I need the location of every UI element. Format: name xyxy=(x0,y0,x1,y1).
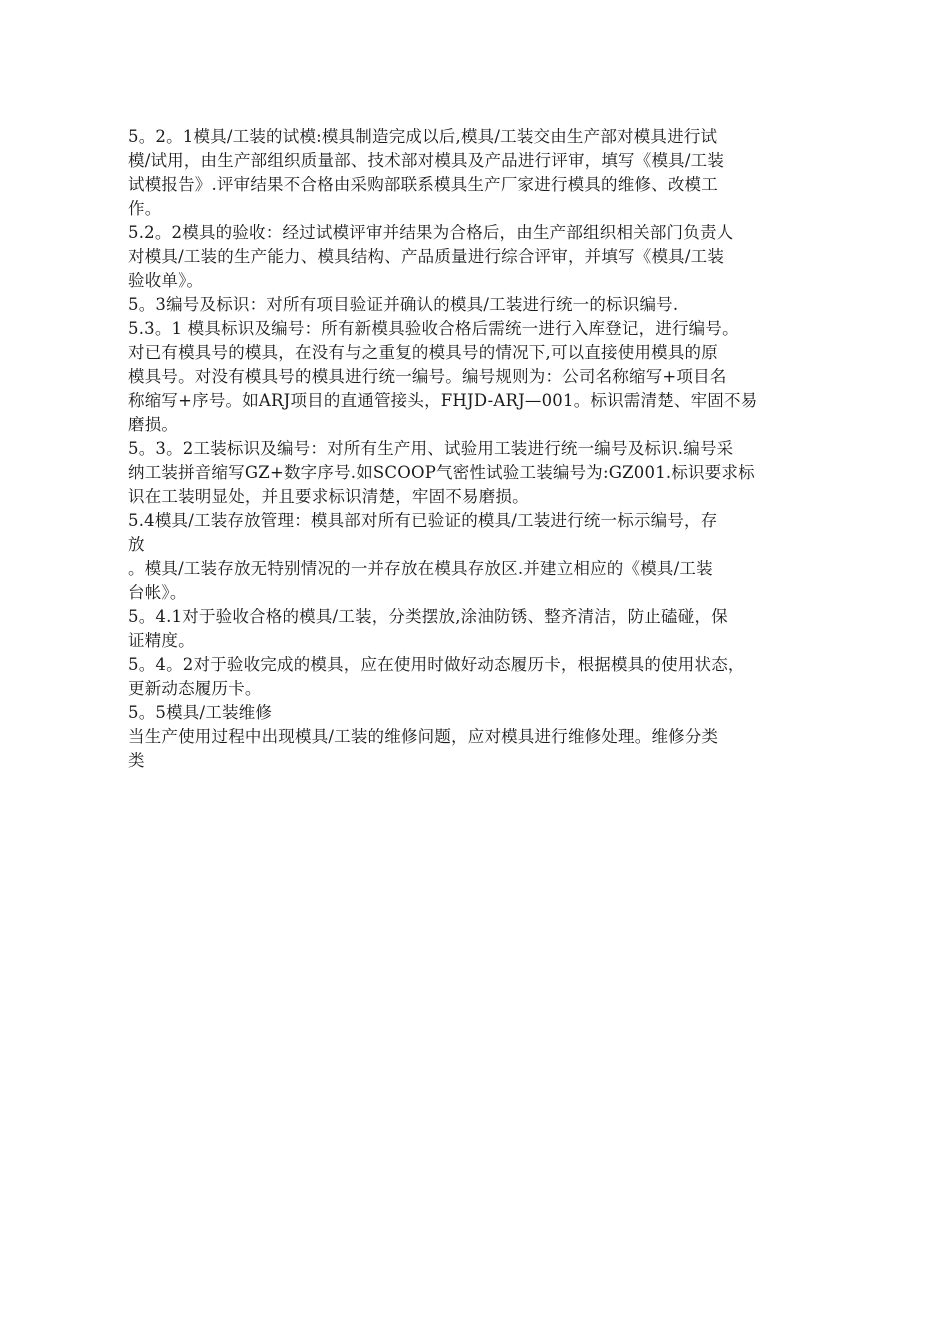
text-line: 证精度。 xyxy=(128,631,195,650)
text-line: 作。 xyxy=(128,199,162,218)
text-line: 识在工装明显处，并且要求标识清楚，牢固不易磨损。 xyxy=(128,487,529,506)
text-line: 5.3。1 模具标识及编号：所有新模具验收合格后需统一进行入库登记，进行编号。 xyxy=(128,319,739,338)
text-line: 对已有模具号的模具，在没有与之重复的模具号的情况下,可以直接使用模具的原 xyxy=(128,343,718,362)
document-body xyxy=(128,125,828,773)
text-line: 模/试用，由生产部组织质量部、技术部对模具及产品进行评审，填写《模具/工装 xyxy=(128,151,725,170)
text-line: 更新动态履历卡。 xyxy=(128,679,262,698)
text-line: 类 xyxy=(128,751,145,770)
text-line: 5。2。1模具/工装的试模:模具制造完成以后,模具/工装交由生产部对模具进行试 xyxy=(128,127,718,146)
text-line: 5.4模具/工装存放管理：模具部对所有已验证的模具/工装进行统一标示编号，存 xyxy=(128,511,718,530)
text-line: 纳工装拼音缩写GZ+数字序号.如SCOOP气密性试验工装编号为:GZ001.标识要求标 xyxy=(128,463,755,482)
text-line: 5。4。2对于验收完成的模具，应在使用时做好动态履历卡，根据模具的使用状态， xyxy=(128,655,745,674)
text-line: 5.2。2模具的验收：经过试模评审并结果为合格后，由生产部组织相关部门负责人 xyxy=(128,223,734,242)
text-line: 当生产使用过程中出现模具/工装的维修问题，应对模具进行维修处理。维修分类 xyxy=(128,727,719,746)
text-line: 5。3。2工装标识及编号：对所有生产用、试验用工装进行统一编号及标识.编号采 xyxy=(128,439,734,458)
text-line: 5。5模具/工装维修 xyxy=(128,703,273,722)
text-line: 5。3编号及标识：对所有项目验证并确认的模具/工装进行统一的标识编号. xyxy=(128,295,679,314)
text-line: 5。4.1对于验收合格的模具/工装，分类摆放,涂油防锈、整齐清洁，防止磕碰，保 xyxy=(128,607,728,626)
text-line: 验收单》。 xyxy=(128,271,204,290)
text-line: 试模报告》.评审结果不合格由采购部联系模具生产厂家进行模具的维修、改模工 xyxy=(128,175,718,194)
text-line: 台帐》。 xyxy=(128,583,187,602)
text-line: 模具号。对没有模具号的模具进行统一编号。编号规则为：公司名称缩写+项目名 xyxy=(128,367,727,386)
text-line: 对模具/工装的生产能力、模具结构、产品质量进行综合评审，并填写《模具/工装 xyxy=(128,247,725,266)
text-line: 称缩写+序号。如ARJ项目的直通管接头，FHJD-ARJ—001。标识需清楚、牢固不易 xyxy=(128,391,758,410)
text-line: 放 xyxy=(128,535,145,554)
text-line: 磨损。 xyxy=(128,415,179,434)
text-line: 。模具/工装存放无特别情况的一并存放在模具存放区.并建立相应的《模具/工装 xyxy=(128,559,713,578)
